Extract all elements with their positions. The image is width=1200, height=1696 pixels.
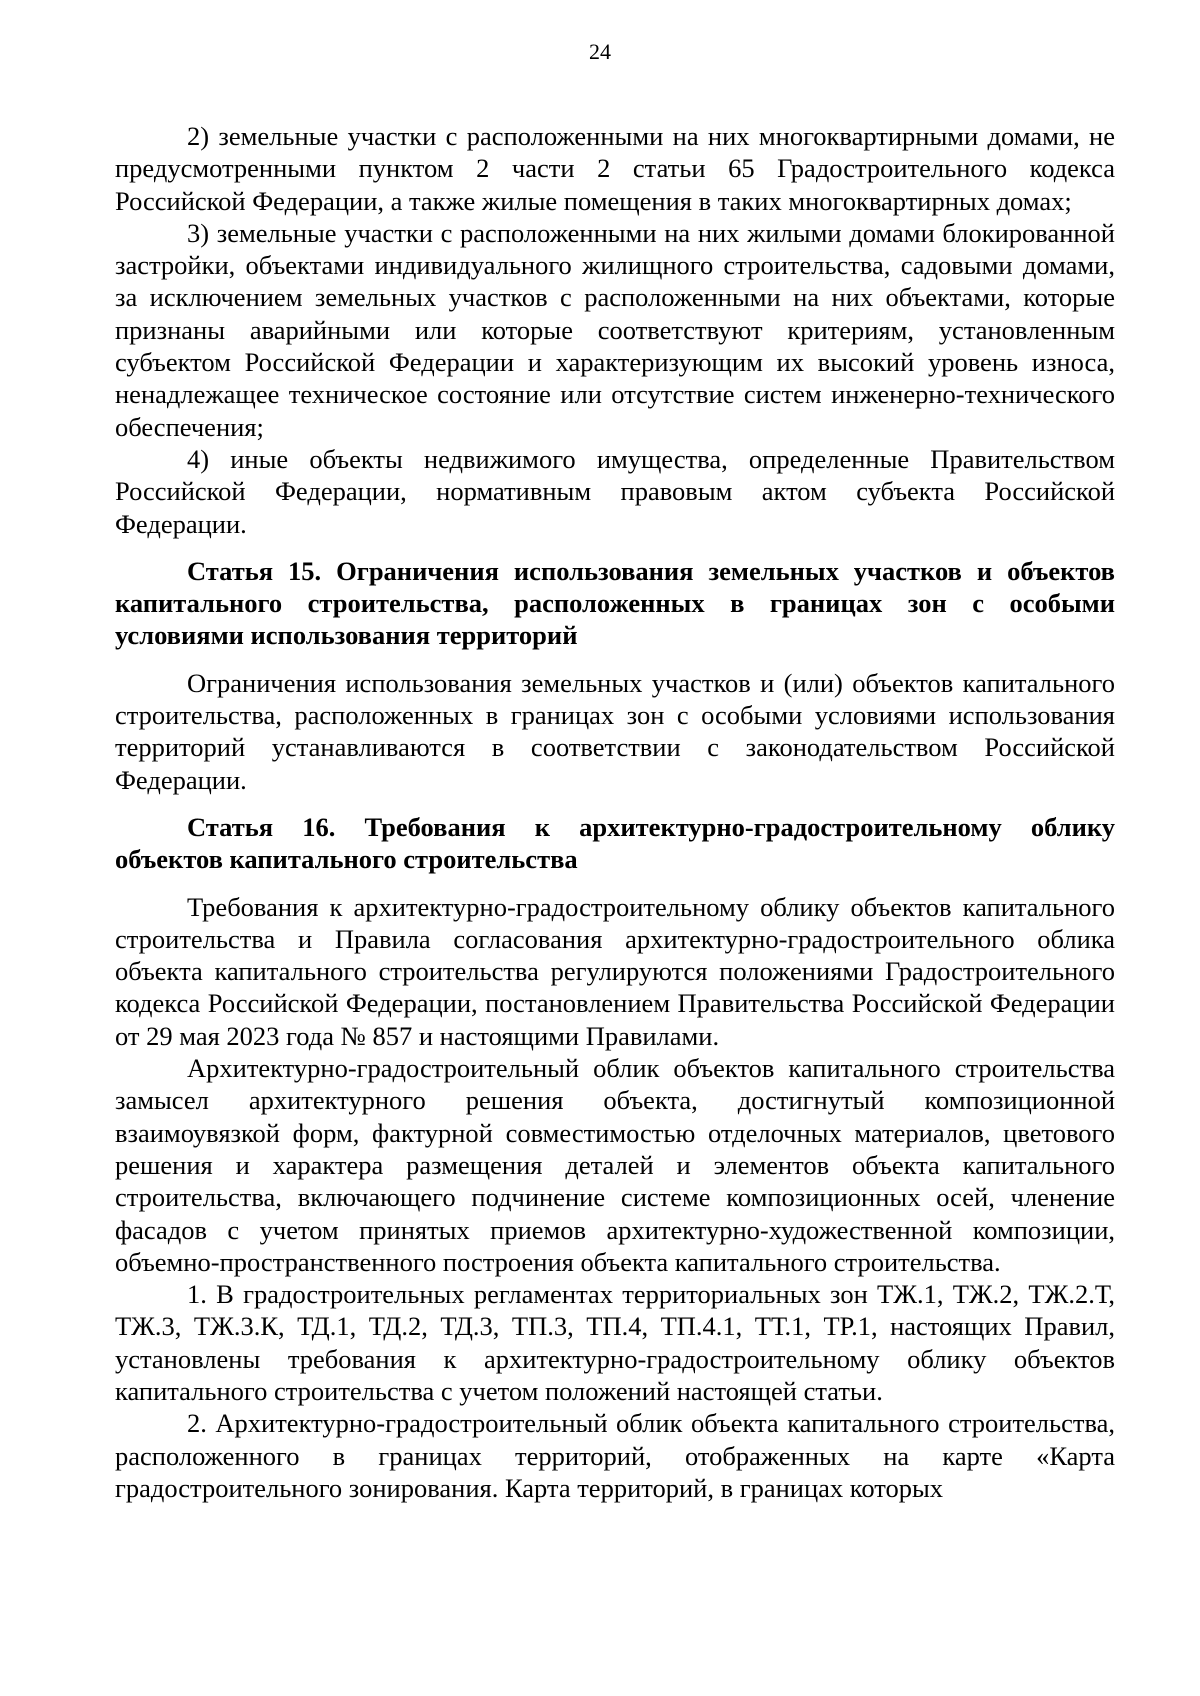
document-body bbox=[115, 120, 1115, 1504]
article-16-heading: Статья 16. Требования к архитектурно-градостроительному облику объектов капитального строительства bbox=[115, 811, 1115, 875]
article-15-paragraph: Ограничения использования земельных участков и (или) объектов капитального строительства, расположенных в границах зон с особыми условиями использования территорий устанавливаются в соответствии с законодательством Российской Федерации. bbox=[115, 667, 1115, 795]
article-16-paragraph-requirements: Требования к архитектурно-градостроительному облику объектов капитального строительства и Правила согласования архитектурно-градостроительного облика объекта капитального строительства регулируются положениями Градостроительного кодекса Российской Федерации, постановлением Правительства Российской Федерации от 29 мая 2023 года № 857 и настоящими Правилами. bbox=[115, 891, 1115, 1051]
article-16-point-2: 2. Архитектурно-градостроительный облик объекта капитального строительства, расположенного в границах территорий, отображенных на карте «Карта градостроительного зонирования. Карта территорий, в границах которых bbox=[115, 1408, 1115, 1503]
article-16-point-1: 1. В градостроительных регламентах территориальных зон ТЖ.1, ТЖ.2, ТЖ.2.Т, ТЖ.3, ТЖ.3.К, ТД.1, ТД.2, ТД.3, ТП.3, ТП.4, ТП.4.1, ТТ.1, ТР.1, настоящих Правил, установлены требования к архитектурно-градостроительному облику объектов капитального строительства с учетом положений настоящей статьи. bbox=[115, 1279, 1115, 1406]
list-item-4: 4) иные объекты недвижимого имущества, определенные Правительством Российской Федерации, нормативным правовым актом субъекта Российской Федерации. bbox=[115, 443, 1115, 539]
page-number: 24 bbox=[589, 39, 611, 64]
article-16-paragraph-definition: Архитектурно-градостроительный облик объектов капитального строительства замысел архитектурного решения объекта, достигнутый композиционной взаимоувязкой форм, фактурной совместимостью отделочных материалов, цветового решения и характера размещения деталей и элементов объекта капитального строительства, включающего подчинение системе композиционных осей, членение фасадов с учетом принятых приемов архитектурно-художественной композиции, объемно-пространственного построения объекта капитального строительства. bbox=[115, 1053, 1115, 1277]
list-item-3: 3) земельные участки с расположенными на них жилыми домами блокированной застройки, объектами индивидуального жилищного строительства, садовыми домами, за исключением земельных участков с расположенными на них объектами, которые признаны аварийными или которые соответствуют критериям, установленным субъектом Российской Федерации и характеризующим их высокий уровень износа, ненадлежащее техническое состояние или отсутствие систем инженерно-технического обеспечения; bbox=[115, 217, 1115, 442]
list-item-2: 2) земельные участки с расположенными на них многоквартирными домами, не предусмотренными пунктом 2 части 2 статьи 65 Градостроительного кодекса Российской Федерации, а также жилые помещения в таких многоквартирных домах; bbox=[115, 121, 1115, 216]
article-15-heading: Статья 15. Ограничения использования земельных участков и объектов капитального строительства, расположенных в границах зон с особыми условиями использования территорий bbox=[115, 555, 1115, 651]
